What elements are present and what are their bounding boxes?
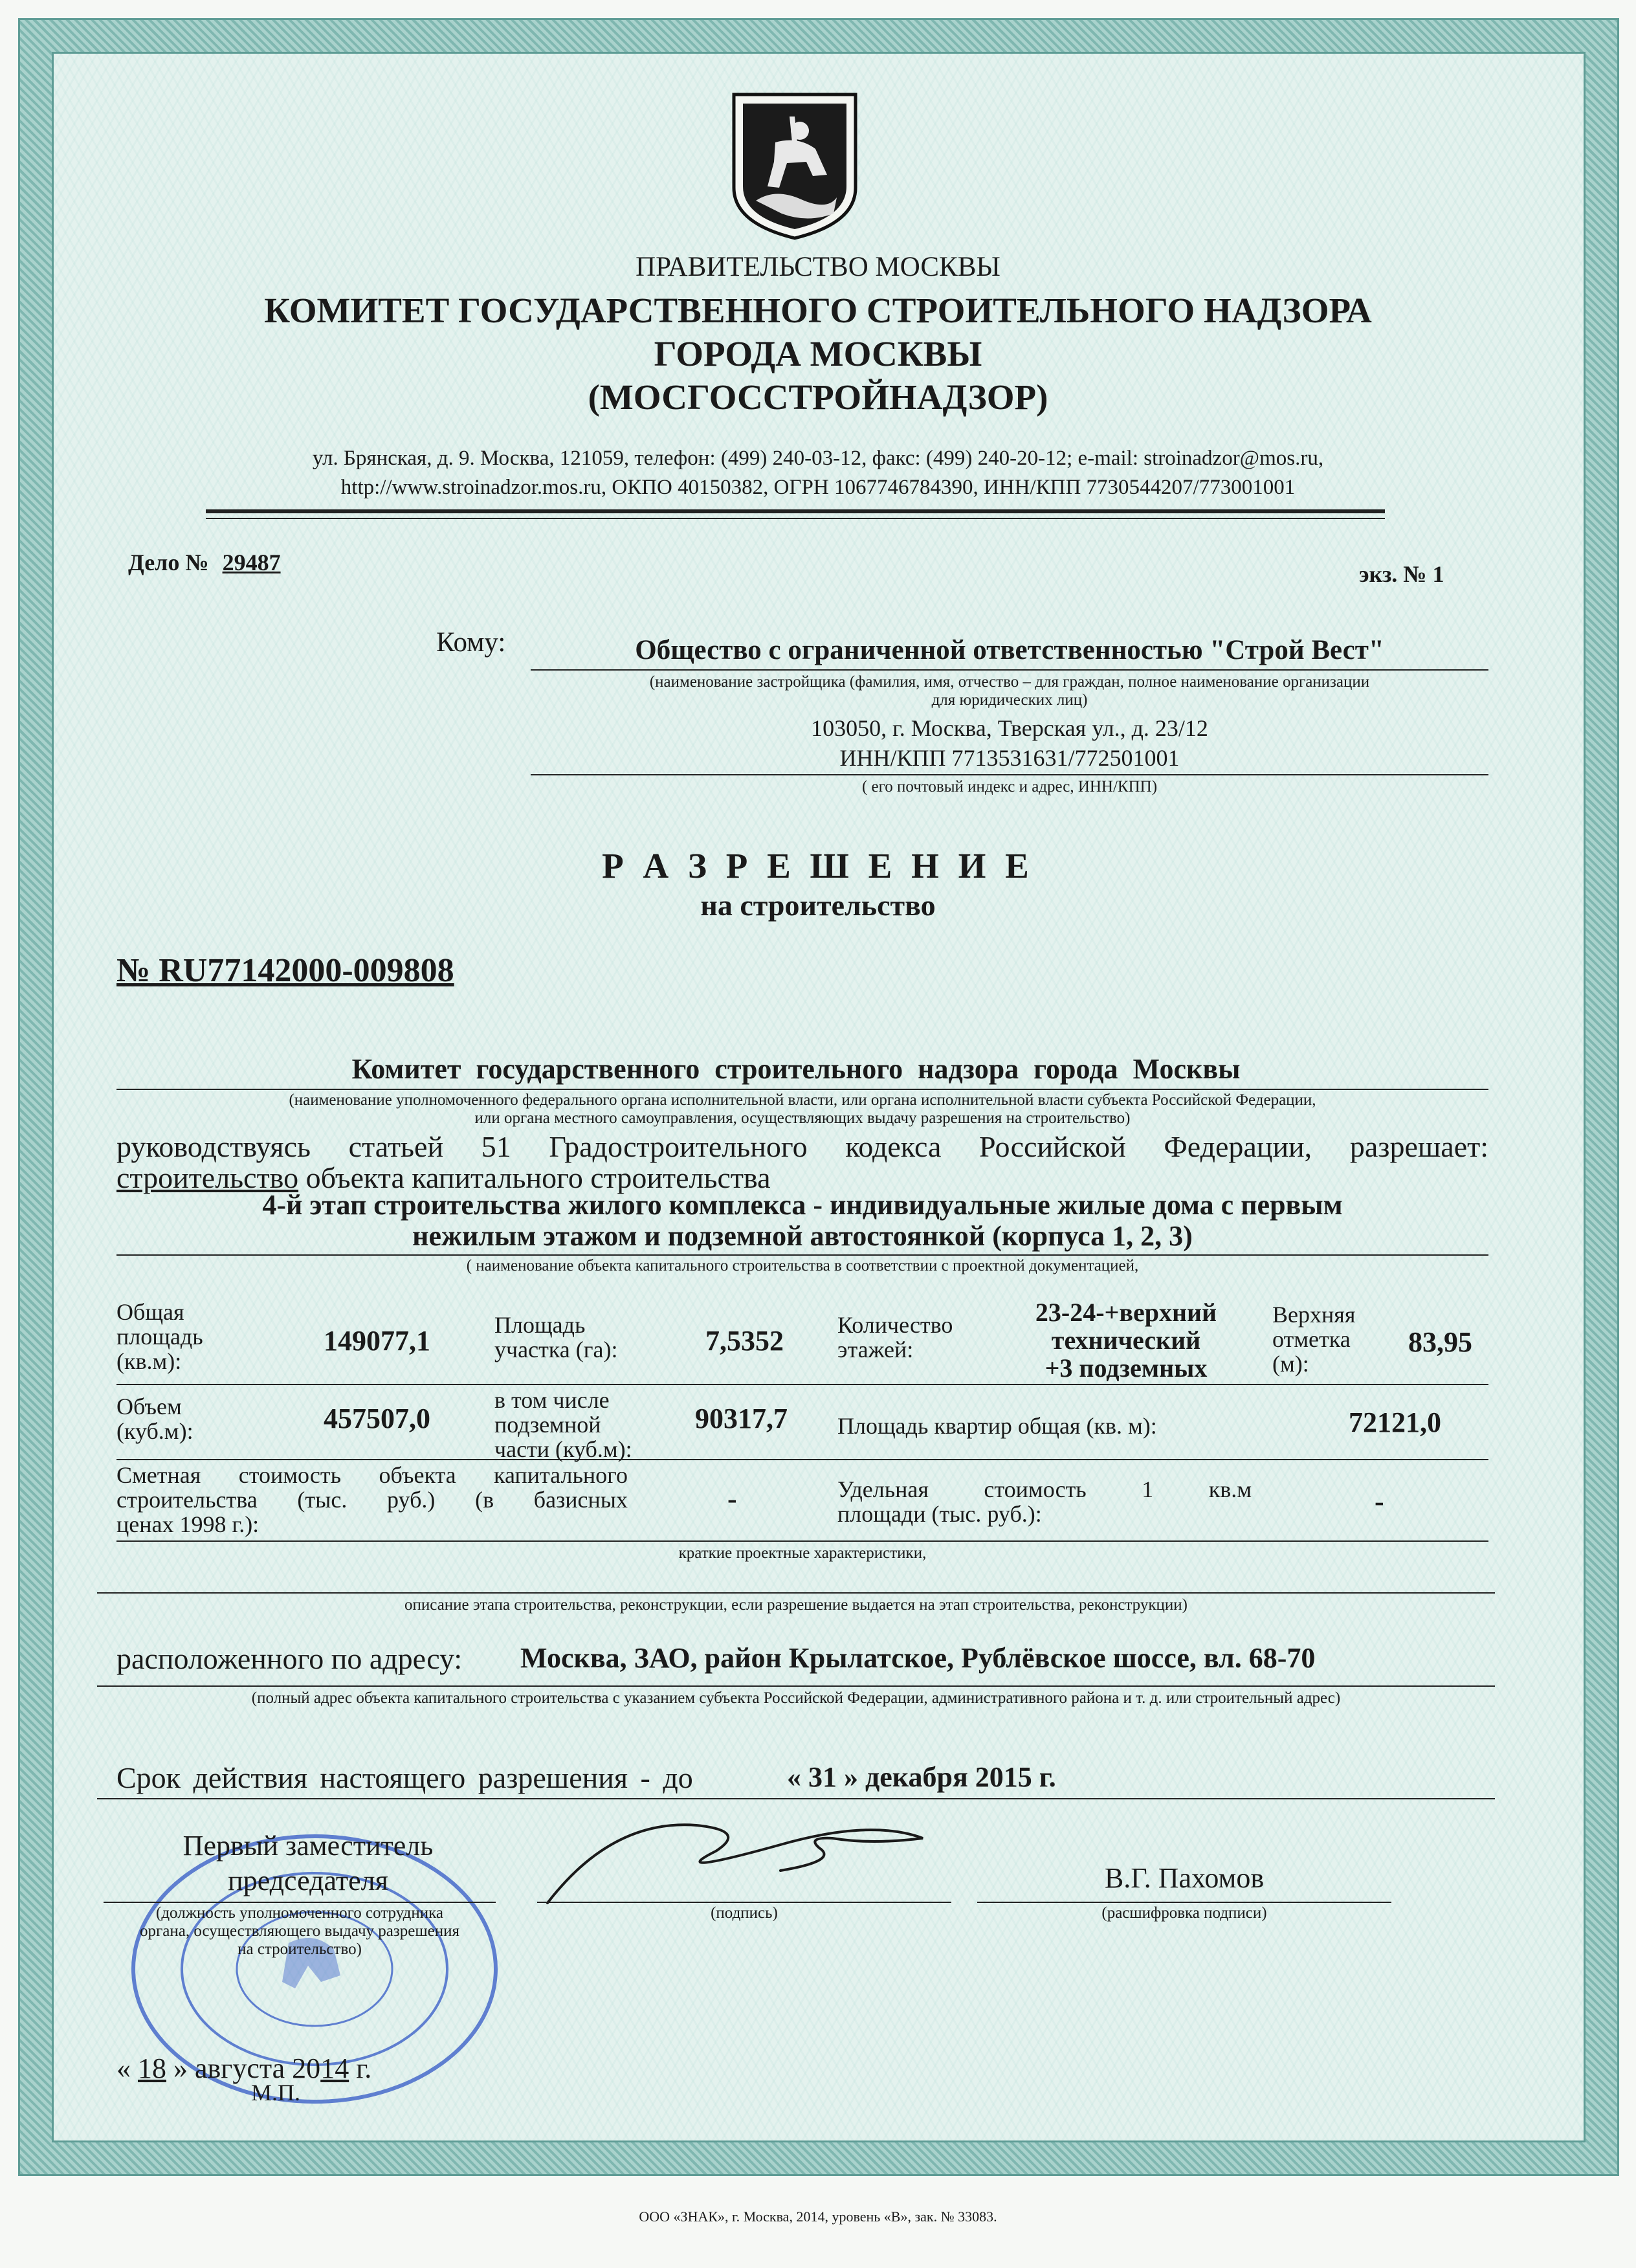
floors-label-1: Количество	[837, 1312, 953, 1338]
floors-value-2: технический	[1051, 1326, 1201, 1355]
unit-cost-label-1: Удельная стоимость 1 кв.м	[837, 1476, 1252, 1502]
position-hint-2: органа, осуществляющего выдачу разрешения	[140, 1922, 459, 1940]
seal-place: М.П.	[251, 2080, 301, 2106]
header-divider-thin	[206, 518, 1385, 519]
specs-row-divider-2	[116, 1459, 1488, 1460]
printer-info: ООО «ЗНАК», г. Москва, 2014, уровень «В», зак. № 33083.	[639, 2208, 997, 2225]
cost-label-2: строительства (тыс. руб.) (в базисных	[116, 1487, 628, 1513]
header-divider	[206, 509, 1385, 513]
recipient-hint-1: (наименование застройщика (фамилия, имя, отчество – для граждан, полное наименование организации	[649, 673, 1370, 691]
issuer-hint-2: или органа местного самоуправления, осуществляющих выдачу разрешения на строительство)	[474, 1109, 1131, 1127]
issuer-underline	[116, 1089, 1488, 1090]
permit-number: № RU77142000-009808	[116, 952, 454, 989]
volume-label-2: (куб.м):	[116, 1418, 193, 1444]
recipient-hint-2: для юридических лиц)	[931, 691, 1088, 709]
position-hint-3: на строительство)	[238, 1940, 362, 1958]
cost-label	[116, 1463, 628, 1512]
unit-cost-label-2: площади (тыс. руб.):	[837, 1501, 1042, 1527]
plot-area-label-2: участка (га):	[494, 1337, 618, 1362]
height-label-2: отметка	[1272, 1326, 1351, 1352]
signature-date-open: «	[116, 2052, 131, 2084]
specs-row-divider-1	[116, 1384, 1488, 1385]
volume-label-1: Объем	[116, 1394, 182, 1419]
volume-value: 457507,0	[324, 1403, 430, 1434]
plot-area-label	[494, 1313, 617, 1362]
floors-value-3: +3 подземных	[1045, 1353, 1208, 1383]
committee-title-line-3: (МОСГОССТРОЙНАДЗОР)	[588, 377, 1048, 417]
unit-cost-label	[837, 1477, 1252, 1526]
document-title: Р А З Р Е Ш Е Н И Е	[602, 846, 1034, 885]
cost-label-1: Сметная стоимость объекта капитального	[116, 1462, 628, 1488]
floors-value	[997, 1298, 1255, 1382]
validity-date: « 31 » декабря 2015 г.	[787, 1761, 1056, 1793]
object-name-line-1: 4-й этап строительства жилого комплекса - индивидуальные жилые дома с первым	[262, 1189, 1343, 1221]
issuer-text-1: руководствуясь статьей 51 Градостроительного кодекса Российской Федерации, разрешает:	[116, 1130, 1488, 1163]
signature-date	[116, 2052, 371, 2085]
contacts-line-2: http://www.stroinadzor.mos.ru, ОКПО 40150382, ОГРН 1067746784390, ИНН/КПП 7730544207/773001001	[340, 476, 1296, 499]
recipient-hint-3: ( его почтовый индекс и адрес, ИНН/КПП)	[861, 778, 1158, 795]
recipient-name: Общество с ограниченной ответственностью "Строй Вест"	[635, 635, 1384, 665]
cost-label-3: ценах 1998 г.):	[116, 1511, 260, 1537]
location-hint: (полный адрес объекта капитального строительства с указанием субъекта Российской Федерации, административного района и т. д. или строительный адрес)	[251, 1689, 1341, 1707]
underground-label-1: в том числе	[494, 1387, 610, 1413]
floors-label	[837, 1313, 953, 1362]
case-label	[128, 549, 281, 576]
object-name-line-2: нежилым этажом и подземной автостоянкой (корпуса 1, 2, 3)	[412, 1220, 1193, 1252]
signer-position-2: председателя	[228, 1865, 388, 1896]
recipient-label: Кому:	[436, 627, 506, 658]
height-value: 83,95	[1408, 1326, 1472, 1358]
underground-label-2: подземной	[494, 1412, 601, 1438]
total-area-label-3: (кв.м):	[116, 1348, 182, 1374]
signature-date-suffix: г.	[356, 2052, 372, 2084]
total-area-label-2: площадь	[116, 1324, 203, 1350]
gov-title: ПРАВИТЕЛЬСТВО МОСКВЫ	[636, 252, 1000, 282]
signature-date-day: 18	[138, 2052, 166, 2084]
handwritten-signature	[535, 1799, 949, 1909]
contacts-line-1: ул. Брянская, д. 9. Москва, 121059, телефон: (499) 240-03-12, факс: (499) 240-20-12; e-mail: stroinadzor@mos.ru,	[312, 447, 1324, 470]
object-underline	[116, 1254, 1488, 1256]
plot-area-value: 7,5352	[705, 1325, 784, 1357]
height-label-3: (м):	[1272, 1351, 1309, 1377]
signature-date-month: » августа 20	[173, 2052, 321, 2084]
signature-underline	[537, 1902, 951, 1903]
case-label-text: Дело №	[128, 550, 209, 575]
height-label	[1272, 1302, 1355, 1376]
case-number: 29487	[222, 550, 281, 575]
location-label: расположенного по адресу:	[116, 1642, 463, 1675]
object-hint: ( наименование объекта капитального строительства в соответствии с проектной документацией,	[466, 1257, 1139, 1274]
moscow-coat-of-arms-icon	[730, 91, 859, 241]
underground-label-3: части (куб.м):	[494, 1436, 632, 1462]
validity-text: Срок действия настоящего разрешения - до	[116, 1761, 693, 1794]
location-address: Москва, ЗАО, район Крылатское, Рублёвское шоссе, вл. 68-70	[520, 1642, 1316, 1674]
specs-hint-1: краткие проектные характеристики,	[678, 1544, 927, 1562]
underground-label	[494, 1388, 632, 1462]
total-area-label-1: Общая	[116, 1299, 184, 1325]
flats-area-value: 72121,0	[1349, 1406, 1441, 1438]
recipient-address: 103050, г. Москва, Тверская ул., д. 23/12	[811, 715, 1208, 741]
signer-position-1: Первый заместитель	[182, 1830, 434, 1862]
volume-label	[116, 1394, 193, 1443]
signer-name-hint: (расшифровка подписи)	[1101, 1904, 1267, 1922]
document-subtitle: на строительство	[700, 889, 936, 922]
specs-hint-2: описание этапа строительства, реконструкции, если разрешение выдается на этап строительства, реконструкции)	[404, 1596, 1188, 1614]
floors-label-2: этажей:	[837, 1337, 914, 1362]
plot-area-label-1: Площадь	[494, 1312, 586, 1338]
issuer-hint-1: (наименование уполномоченного федерального органа исполнительной власти, или органа исполнительной власти субъекта Российской Федерации,	[289, 1091, 1316, 1109]
recipient-underline	[531, 669, 1488, 671]
position-hint-1: (должность уполномоченного сотрудника	[156, 1904, 443, 1922]
unit-cost-value: -	[1375, 1485, 1384, 1517]
issuer-name: Комитет государственного строительного надзора города Москвы	[351, 1053, 1241, 1085]
recipient-address-underline	[531, 774, 1488, 775]
total-area-label	[116, 1300, 203, 1373]
height-label-1: Верхняя	[1272, 1302, 1356, 1328]
specs-row-divider-3	[116, 1540, 1488, 1542]
recipient-inn: ИНН/КПП 7713531631/772501001	[839, 745, 1180, 771]
signer-name-underline	[977, 1902, 1391, 1903]
issuer-text-2a: строительство	[116, 1161, 299, 1194]
committee-title-line-1: КОМИТЕТ ГОСУДАРСТВЕННОГО СТРОИТЕЛЬНОГО НАДЗОРА	[264, 291, 1372, 330]
flats-area-label: Площадь квартир общая (кв. м):	[837, 1413, 1157, 1439]
signer-name: В.Г. Пахомов	[1104, 1862, 1265, 1894]
total-area-value: 149077,1	[324, 1325, 430, 1357]
copy-number: экз. № 1	[1359, 561, 1444, 587]
specs-row-divider-4	[97, 1592, 1495, 1594]
signature-hint: (подпись)	[711, 1904, 778, 1922]
position-underline	[104, 1902, 496, 1903]
signature-date-year: 14	[320, 2052, 349, 2084]
floors-value-1: 23-24-+верхний	[1035, 1298, 1217, 1327]
cost-value: -	[727, 1483, 737, 1515]
location-underline	[97, 1685, 1495, 1687]
issuer-text-2b: объекта капитального строительства	[298, 1161, 771, 1194]
underground-value: 90317,7	[695, 1403, 788, 1434]
committee-title-line-2: ГОРОДА МОСКВЫ	[654, 334, 982, 373]
